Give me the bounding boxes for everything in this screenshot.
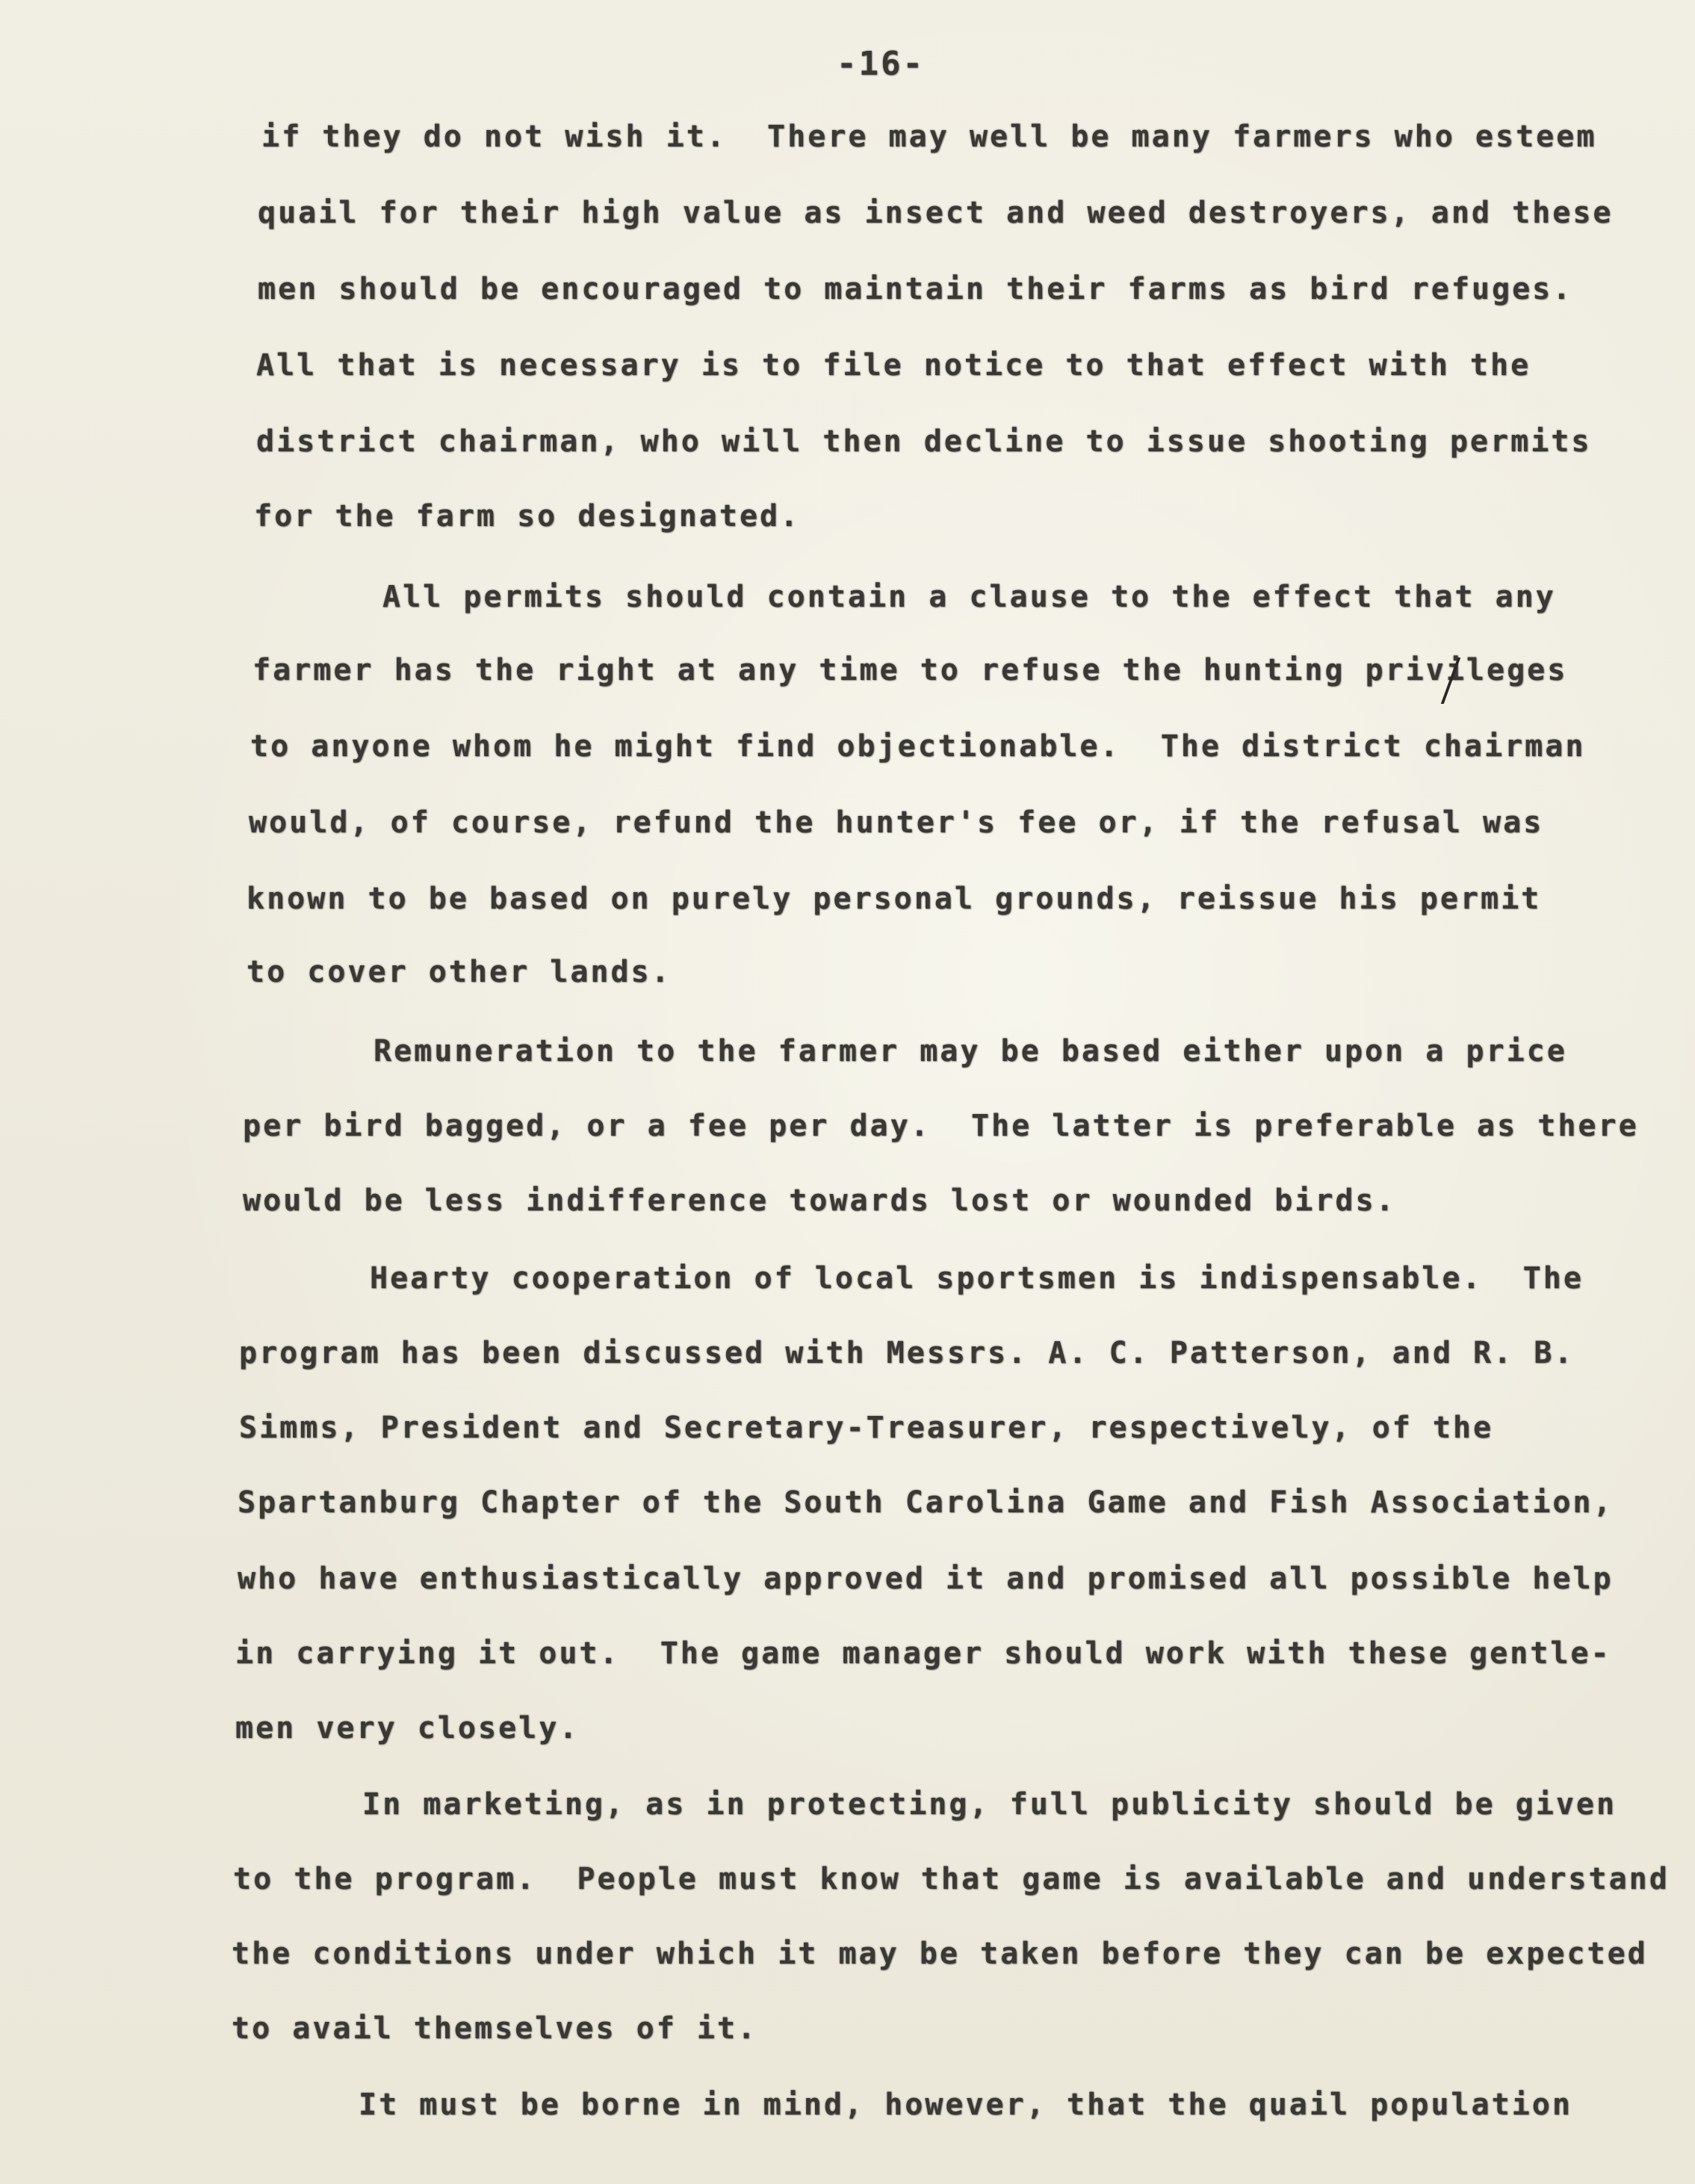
- text-line: who have enthusiastically approved it and promised all possible help: [238, 1562, 1614, 1596]
- text-line: for the farm so designated.: [254, 499, 801, 533]
- text-line: known to be based on purely personal grounds, reissue his permit: [247, 882, 1542, 916]
- text-line: if they do not wish it. There may well be many farmers who esteem: [261, 120, 1597, 154]
- text-line: men should be encouraged to maintain their farms as bird refuges.: [258, 272, 1573, 306]
- text-line: to anyone whom he might find objectionable. The district chairman: [250, 729, 1586, 764]
- text-line: to avail themselves of it.: [232, 2011, 758, 2046]
- text-line: to cover other lands.: [247, 955, 672, 989]
- text-line: All permits should contain a clause to the effect that any: [382, 580, 1556, 614]
- text-line: In marketing, as in protecting, full publicity should be given: [362, 1787, 1617, 1822]
- text-line: per bird bagged, or a fee per day. The latter is preferable as there: [243, 1109, 1639, 1143]
- text-line: would, of course, refund the hunter's fee or, if the refusal was: [249, 805, 1544, 840]
- text-line: quail for their high value as insect and weed destroyers, and these: [258, 196, 1614, 230]
- text-line: to the program. People must know that game is available and understand: [233, 1862, 1670, 1896]
- text-line: It must be borne in mind, however, that the quail population: [359, 2088, 1572, 2122]
- text-line: the conditions under which it may be taken before they can be expected: [232, 1937, 1648, 1971]
- text-line: All that is necessary is to file notice to that effect with the: [256, 348, 1531, 383]
- text-line: program has been discussed with Messrs. A. C. Patterson, and R. B.: [239, 1336, 1575, 1370]
- text-line: district chairman, who will then decline to issue shooting permits: [256, 424, 1592, 459]
- text-line: farmer has the right at any time to refuse the hunting privileges: [252, 653, 1568, 687]
- page-number: -16-: [837, 45, 925, 83]
- text-line: in carrying it out. The game manager should work with these gentle-: [235, 1636, 1611, 1671]
- text-line: Simms, President and Secretary-Treasurer, respectively, of the: [239, 1411, 1494, 1445]
- text-line: Hearty cooperation of local sportsmen is indispensable. The: [370, 1261, 1584, 1296]
- text-line: would be less indifference towards lost or wounded birds.: [243, 1184, 1396, 1218]
- text-line: Spartanburg Chapter of the South Carolina Game and Fish Association,: [238, 1485, 1614, 1520]
- text-line: Remuneration to the farmer may be based either upon a price: [374, 1034, 1567, 1068]
- text-line: men very closely.: [235, 1711, 580, 1745]
